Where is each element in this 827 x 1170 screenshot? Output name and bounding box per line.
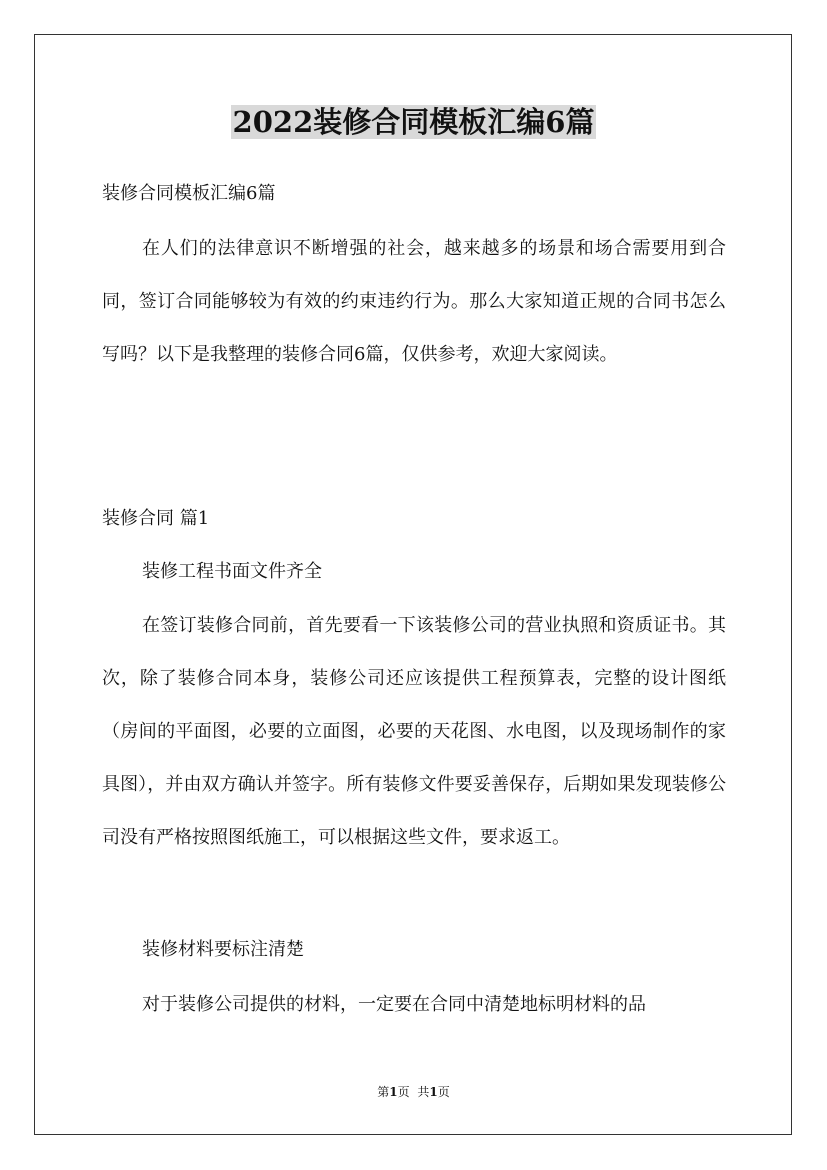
footer-page-suffix: 页 — [397, 1085, 410, 1099]
body-paragraph: 在签订装修合同前，首先要看一下该装修公司的营业执照和资质证书。其次，除了装修合同本身，装修公司还应该提供工程预算表，完整的设计图纸（房间的平面图，必要的立面图，必要的天花图、水电图，以及现场制作的家具图），并由双方确认并签字。所有装修文件要妥善保存，后期如果发现装修公司没有严格按照图纸施工，可以根据这些文件，要求返工。 — [102, 615, 726, 848]
subsection-heading: 装修材料要标注清楚 — [142, 939, 304, 960]
document-title — [0, 100, 827, 144]
footer-total-suffix: 页 — [437, 1085, 450, 1099]
footer-total-pages: 1 — [429, 1085, 438, 1099]
body-paragraph: 对于装修公司提供的材料，一定要在合同中清楚地标明材料的品 — [142, 994, 646, 1015]
subsection-heading: 装修工程书面文件齐全 — [142, 561, 322, 582]
page-footer — [0, 1083, 827, 1101]
footer-page-number: 1 — [389, 1085, 398, 1099]
footer-total-prefix: 共 — [417, 1085, 430, 1099]
intro-paragraph: 在人们的法律意识不断增强的社会，越来越多的场景和场合需要用到合同，签订合同能够较为有效的约束违约行为。那么大家知道正规的合同书怎么写吗？以下是我整理的装修合同6篇，仅供参考，欢迎大家阅读。 — [102, 238, 726, 365]
section-heading: 装修合同 篇1 — [102, 508, 210, 529]
footer-page-prefix: 第 — [377, 1085, 390, 1099]
document-subtitle: 装修合同模板汇编6篇 — [102, 183, 276, 204]
document-title-text: 2022装修合同模板汇编6篇 — [232, 105, 595, 139]
